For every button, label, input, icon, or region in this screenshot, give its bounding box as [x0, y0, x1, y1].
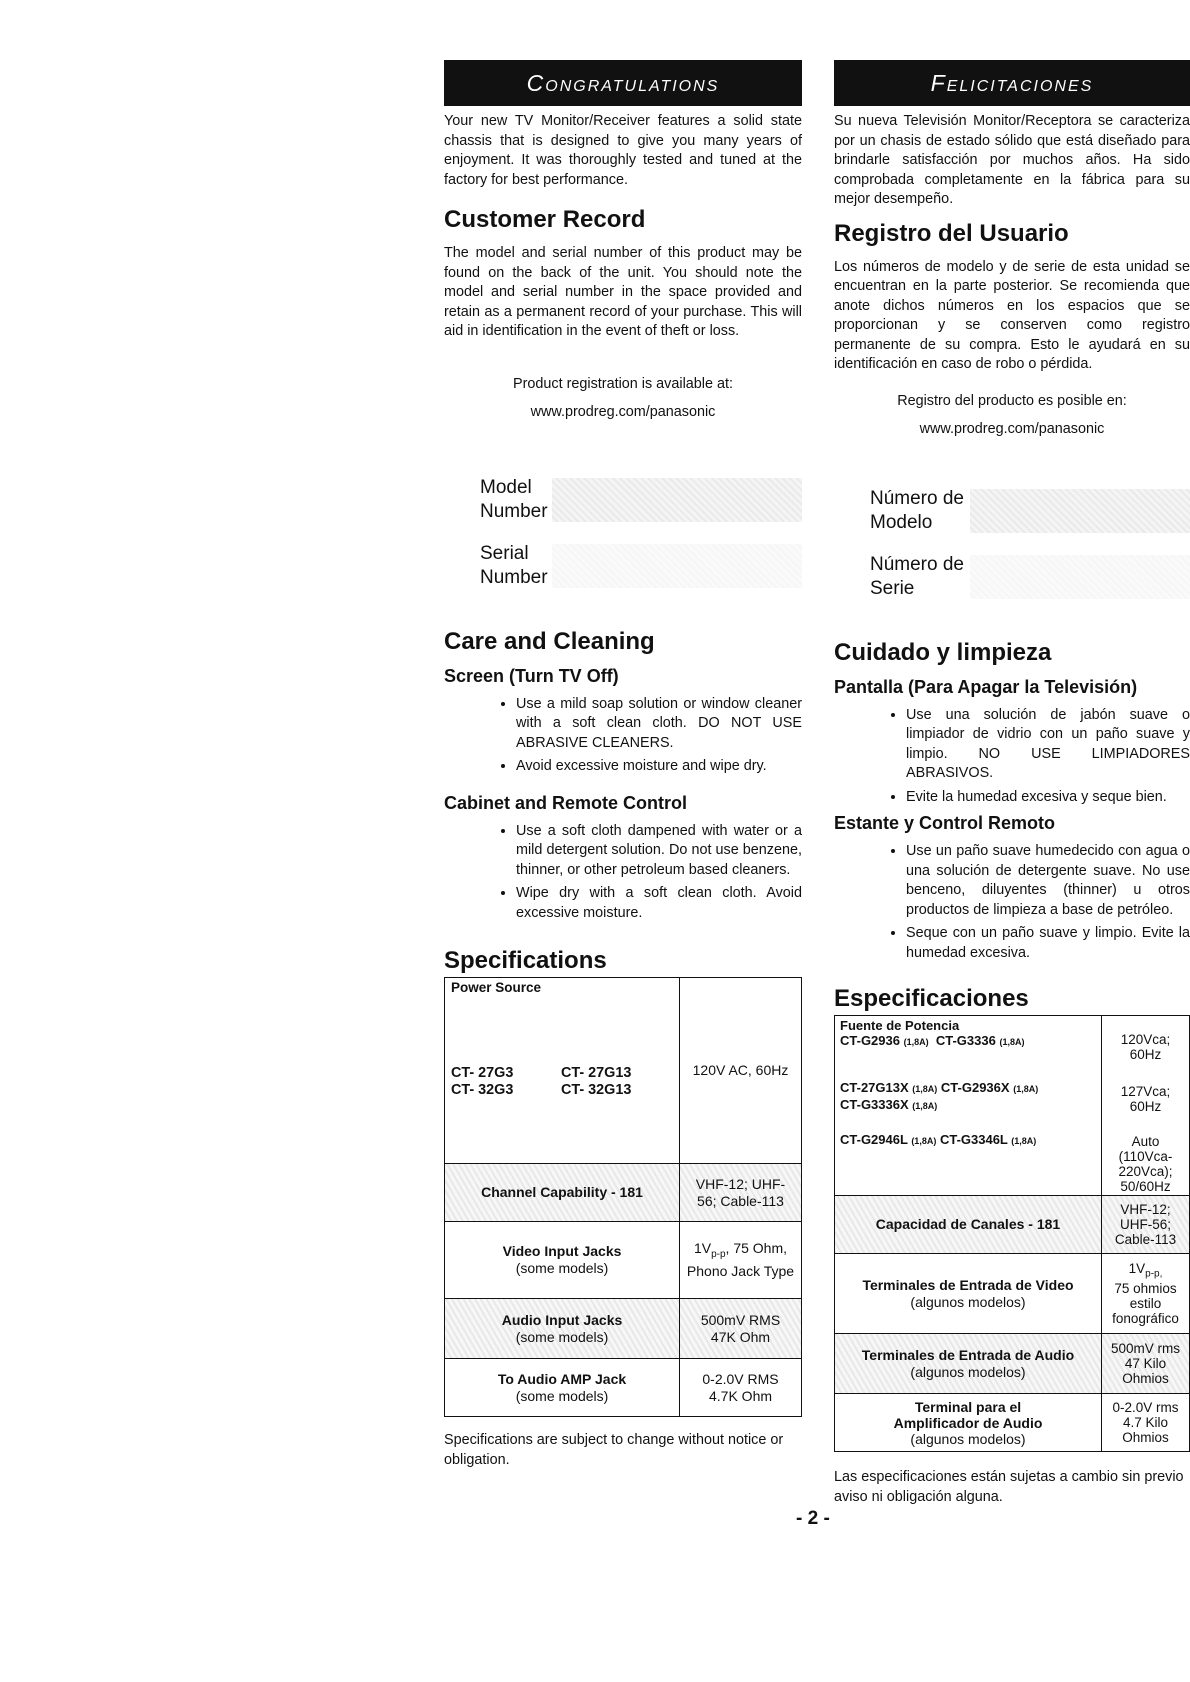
customer-record-text: The model and serial number of this product may be found on the back of the unit. You should note the model and serial number in the space provided and retain as a permanent record of your purchase. This will aid in identification in the event of theft or loss.: [444, 245, 802, 339]
table-row: [445, 1359, 802, 1417]
table-row: [835, 1334, 1190, 1394]
screen-list: [444, 695, 802, 777]
list-item: • Use a soft cloth dampened with water or a mild detergent solution. Do not use benzene, thinner, or other petroleum based cleaners.: [516, 822, 802, 881]
customer-record-heading: Registro del Usuario: [834, 219, 1069, 247]
specifications-note: Las especificaciones están sujetas a cambio sin previo aviso ni obligación alguna.: [834, 1469, 1184, 1505]
serial-number-field: [834, 553, 1190, 601]
registration-label: Product registration is available at:: [513, 375, 733, 392]
power-source-label: Power Source: [451, 980, 542, 995]
specifications-note: Specifications are subject to change without notice or obligation.: [444, 1432, 784, 1468]
customer-record-heading: Customer Record: [444, 206, 646, 233]
serial-number-field: [444, 542, 802, 590]
channel-capability-value: VHF-12; UHF-56; Cable-113: [1102, 1196, 1190, 1254]
serial-number-blank: [970, 555, 1190, 599]
customer-record-text: Los números de modelo y de serie de esta unidad se encuentran en la parte posterior. Se recomienda que anote dichos números en los espacios que se proporcionan y se conserven como registro permanente de su compra. Esto le ayudará en su identificación en caso de robo o pérdida.: [834, 258, 1190, 372]
registration-url: www.prodreg.com/panasonic: [530, 403, 716, 420]
table-row: [835, 1254, 1190, 1334]
audio-input-value: 500mV rms 47 Kilo Ohmios: [1102, 1334, 1190, 1394]
care-cleaning-heading: Care and Cleaning: [444, 627, 655, 655]
registration-url: www.prodreg.com/panasonic: [919, 420, 1105, 437]
audio-amp-label: To Audio AMP Jack: [497, 1370, 627, 1387]
audio-amp-label-1: Terminal para el: [914, 1398, 1022, 1415]
table-row: [835, 1016, 1190, 1196]
table-row: [835, 1196, 1190, 1254]
video-input-label: Video Input Jacks: [502, 1243, 622, 1259]
registration-label: Registro del producto es posible en:: [897, 392, 1127, 409]
audio-amp-value: 0-2.0V RMS 4.7K Ohm: [680, 1359, 802, 1417]
screen-subheading: Pantalla (Para Apagar la Televisión): [834, 676, 1138, 697]
list-item: • Avoid excessive moisture and wipe dry.: [516, 757, 802, 777]
screen-list: [834, 706, 1190, 808]
intro-text: Your new TV Monitor/Receiver features a solid state chassis that is designed to give you many years of enjoyment. It was thoroughly tested and tuned at the factory for best performance.: [444, 113, 802, 188]
model-list: CT- 27G3 CT- 27G13 CT- 32G3 CT- 32G13: [451, 1065, 632, 1098]
list-item: • Seque con un paño suave y limpio. Evite la humedad excesiva.: [906, 924, 1190, 963]
cabinet-list: [444, 822, 802, 924]
audio-amp-label-2: Amplificador de Audio: [893, 1414, 1043, 1431]
screen-subheading: Screen (Turn TV Off): [444, 665, 619, 686]
channel-capability-label: Channel Capability - 181: [445, 1164, 680, 1222]
audio-amp-value: 0-2.0V rms 4.7 Kilo Ohmios: [1102, 1394, 1190, 1452]
list-item: • Use un paño suave humedecido con agua o una solución de detergente suave. No use benceno, diluyentes (thinner) u otros productos de limpieza a base de petróleo.: [906, 842, 1190, 920]
model-row-1: CT-G2936 (1,8A) CT-G3336 (1,8A): [840, 1033, 1025, 1048]
congratulations-banner: Congratulations: [444, 60, 802, 106]
model-number-field: [444, 476, 802, 524]
list-item: • Use a mild soap solution or window cleaner with a soft clean cloth. DO NOT USE ABRASIVE CLEANERS.: [516, 695, 802, 754]
list-item: • Use una solución de jabón suave o limpiador de vidrio con un paño suave y limpio. NO USE LIMPIADORES ABRASIVOS.: [906, 706, 1190, 784]
video-input-value: $1V_{p-p,}$ 75 ohmios estilo fonográfico: [1102, 1254, 1190, 1334]
video-input-sub: (algunos modelos): [910, 1293, 1026, 1310]
channel-capability-value: VHF-12; UHF-56; Cable-113: [680, 1164, 802, 1222]
cabinet-subheading: Estante y Control Remoto: [834, 813, 1056, 833]
audio-input-label: Terminales de Entrada de Audio: [861, 1346, 1075, 1363]
table-row: [445, 1164, 802, 1222]
power-values: 120Vca; 60Hz 127Vca; 60Hz Auto (110Vca- 220Vca); 50/60Hz: [1102, 1016, 1190, 1196]
table-row: [445, 1222, 802, 1299]
audio-input-label: Audio Input Jacks: [501, 1311, 623, 1328]
model-row-2: CT-27G13X (1,8A) CT-G2936X (1,8A): [840, 1080, 1039, 1095]
serial-number-blank: [552, 544, 802, 588]
model-number-blank: [552, 478, 802, 522]
spanish-column: [834, 60, 1190, 1507]
model-number-blank: [970, 489, 1190, 533]
specifications-table: [444, 977, 802, 1417]
english-column: [444, 60, 802, 1470]
page-number: - 2 -: [796, 1508, 830, 1529]
table-row: [445, 978, 802, 1164]
audio-amp-sub: (some models): [515, 1387, 609, 1404]
model-number-field: [834, 487, 1190, 535]
power-value: 120V AC, 60Hz: [680, 978, 802, 1164]
audio-input-value: 500mV RMS 47K Ohm: [680, 1299, 802, 1359]
cabinet-list: [834, 842, 1190, 963]
channel-capability-label: Capacidad de Canales - 181: [835, 1196, 1102, 1254]
audio-amp-sub: (algunos modelos): [910, 1430, 1026, 1447]
table-row: [835, 1394, 1190, 1452]
list-item: • Evite la humedad excesiva y seque bien.: [906, 788, 1190, 808]
audio-input-sub: (some models): [515, 1328, 609, 1345]
list-item: • Wipe dry with a soft clean cloth. Avoid excessive moisture.: [516, 884, 802, 923]
power-source-label: Fuente de Potencia: [840, 1018, 960, 1033]
table-row: [445, 1299, 802, 1359]
specifications-heading: Specifications: [444, 947, 607, 974]
intro-text: Su nueva Televisión Monitor/Receptora se caracteriza por un chasis de estado sólido que está diseñado para brindarle satisfacción por muchos años. Ha sido comprobada completamente en la fábrica para su mejor desempeño.: [834, 113, 1190, 207]
specifications-heading: Especificaciones: [834, 985, 1029, 1012]
specifications-table: [834, 1015, 1190, 1452]
video-input-label: Terminales de Entrada de Video: [862, 1276, 1074, 1293]
model-row-2b: CT-G3336X (1,8A): [840, 1097, 938, 1112]
video-input-value: $1V_{p-p}$, 75 Ohm, Phono Jack Type: [680, 1222, 802, 1299]
audio-input-sub: (algunos modelos): [910, 1363, 1026, 1380]
model-number-label: Model Number: [480, 476, 548, 522]
model-number-label: Número de Modelo: [870, 487, 964, 533]
felicitaciones-banner: Felicitaciones: [834, 60, 1190, 106]
serial-number-label: Serial Number: [480, 542, 548, 588]
cabinet-subheading: Cabinet and Remote Control: [444, 792, 688, 813]
model-row-3: CT-G2946L (1,8A) CT-G3346L (1,8A): [840, 1132, 1037, 1147]
care-cleaning-heading: Cuidado y limpieza: [834, 638, 1052, 666]
video-input-sub: (some models): [515, 1260, 609, 1276]
serial-number-label: Número de Serie: [870, 553, 964, 599]
